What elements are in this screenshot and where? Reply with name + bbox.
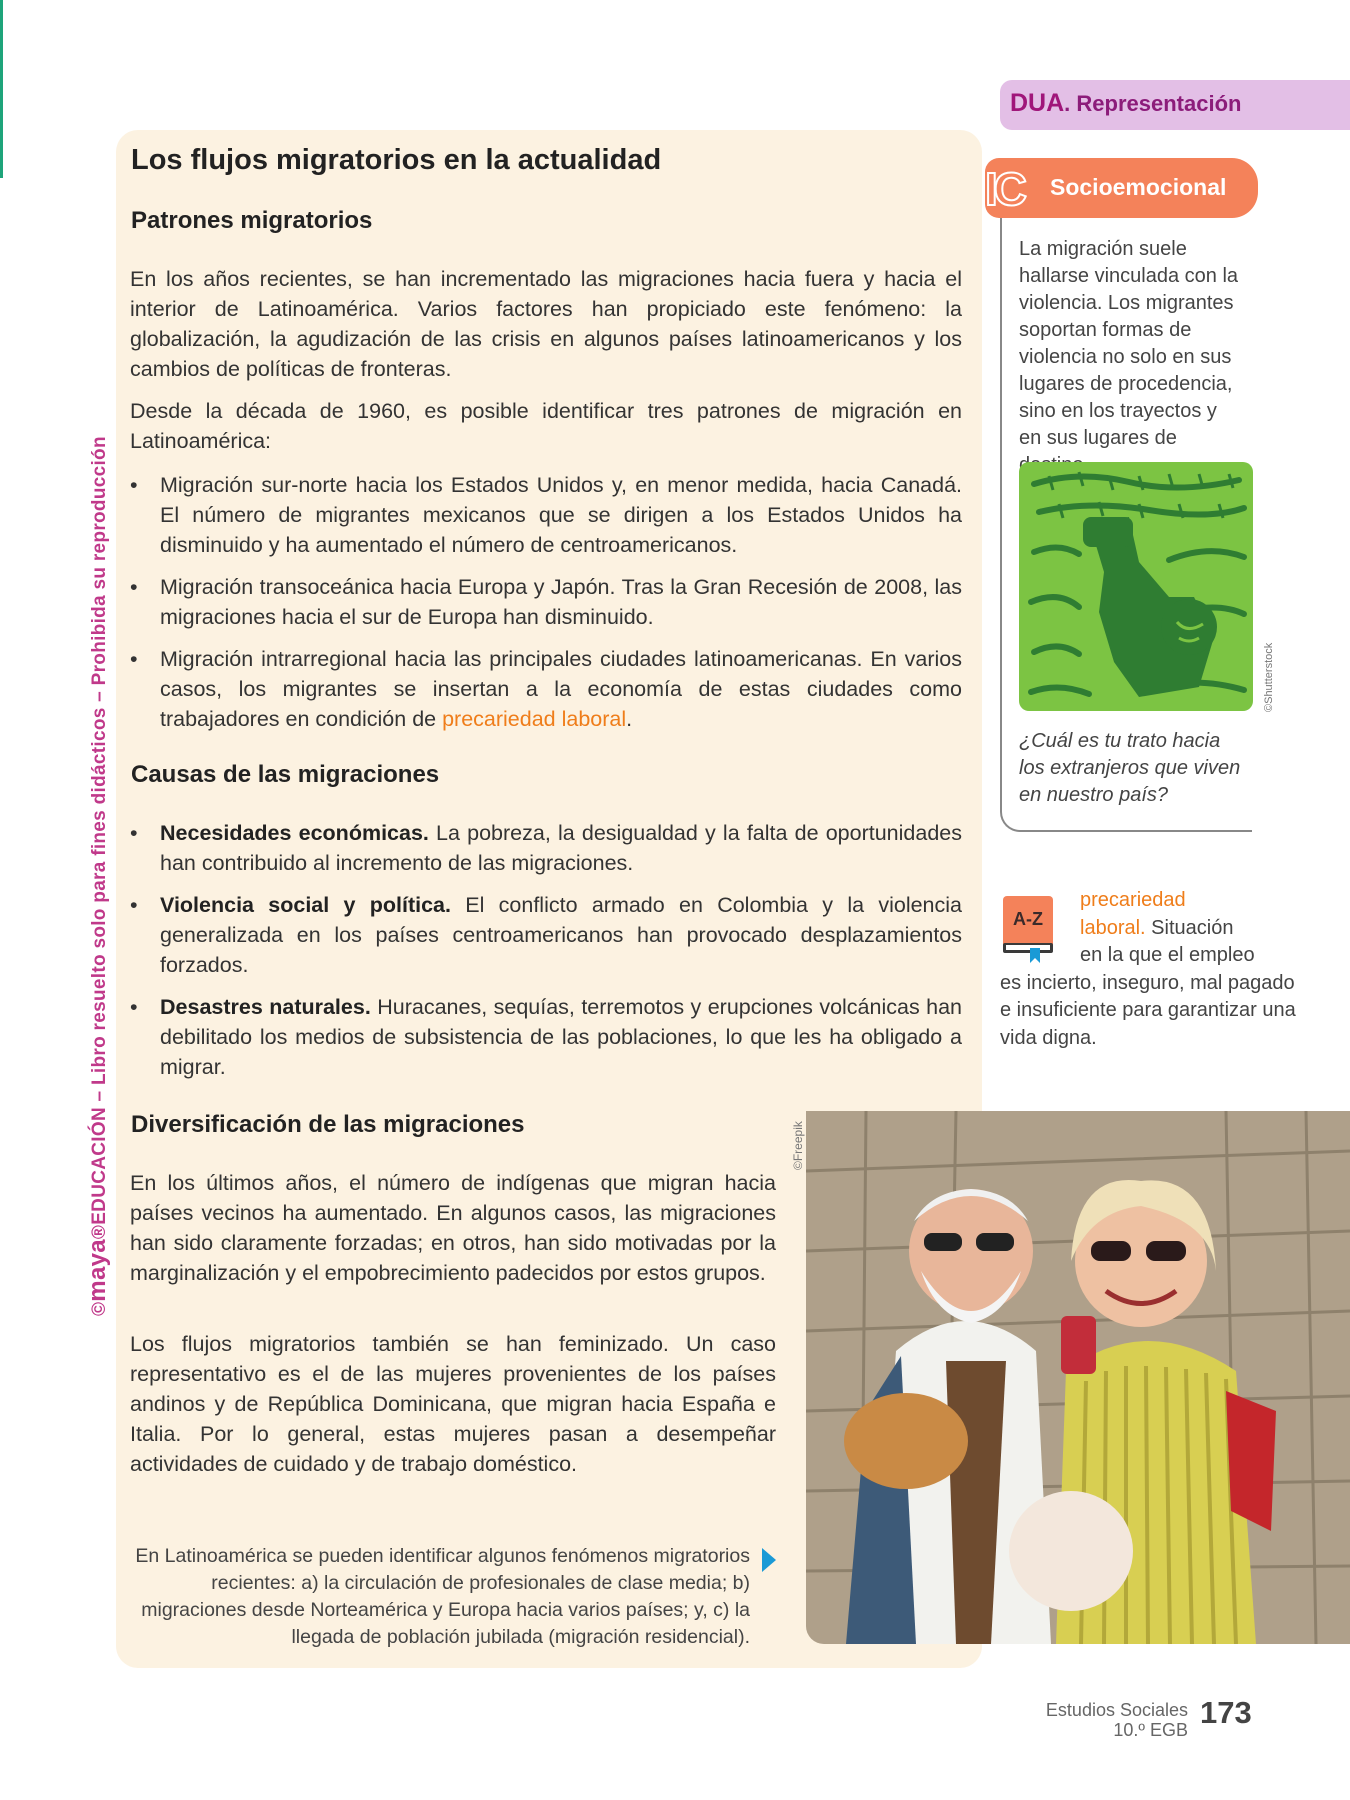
photo-credit: ©Freepik <box>791 1121 805 1170</box>
socioemocional-illustration <box>1019 462 1253 711</box>
dua-subtitle: . Representación <box>1064 91 1242 116</box>
list-item: • Desastres naturales. Huracanes, sequías, terremotos y erupciones volcánicas han debilitado los medios de subsistencia de las poblaciones, lo que les ha obligado a migrar. <box>130 992 962 1082</box>
patrones-list <box>130 470 962 734</box>
socioemocional-title: Socioemocional <box>1050 174 1227 200</box>
list-item: • Migración intrarregional hacia las principales ciudades latinoamericanas. En varios casos, los migrantes se insertan a la economía de estas ciudades como trabajadores en condición de precariedad laboral. <box>130 644 962 734</box>
page-edge-stripe <box>0 0 3 178</box>
socioemocional-text: La migración suele hallarse vinculada con la violencia. Los migrantes soportan formas de violencia no solo en sus lugares de procedencia, sino en los trayectos y en sus lugares de <box>1019 238 1239 449</box>
photo-elderly-couple <box>806 1111 1350 1644</box>
ic-badge-icon: IC <box>985 163 1023 215</box>
image-credit: ©Shutterstock <box>1263 642 1275 712</box>
list-item: • Necesidades económicas. La pobreza, la desigualdad y la falta de oportunidades han contribuido al incremento de las migraciones. <box>130 818 962 878</box>
list-item: • Violencia social y política. El conflicto armado en Colombia y la violencia generalizada en los países centroamericanos han provocado desplazamientos forzados. <box>130 890 962 980</box>
copyright-notice: ©maya®EDUCACIÓN – Libro resuelto solo para fines didácticos – Prohibida su reproducción <box>84 436 111 1316</box>
paragraph-diversificacion-1: En los últimos años, el número de indígenas que migran hacia países vecinos ha aumentado. En algunos casos, las migraciones han sido claramente forzadas; en otros, han sido motivadas por la marginalización y el empobrecimiento padecidos por estos grupos. <box>130 1171 776 1285</box>
photo-caption: En Latinoamérica se pueden identificar algunos fenómenos migratorios recientes: a) la circulación de profesionales de clase media; b) migraciones desde Norteamérica y Europa hacia varios países; y, c) la llegada de población jubilada (migración residencial). <box>135 1545 750 1648</box>
page-title: Los flujos migratorios en la actualidad <box>131 144 662 176</box>
heading-causas: Causas de las migraciones <box>131 761 440 788</box>
list-item: • Migración transoceánica hacia Europa y Japón. Tras la Gran Recesión de 2008, las migraciones hacia el sur de Europa han disminuido. <box>130 572 962 632</box>
footer-grade: 10.º EGB <box>1113 1720 1188 1740</box>
heading-diversificacion: Diversificación de las migraciones <box>131 1111 525 1138</box>
paragraph-patrones-2: Desde la década de 1960, es posible identificar tres patrones de migración en Latinoamérica: <box>130 399 962 453</box>
dua-banner <box>1000 80 1350 130</box>
page-number: 173 <box>1200 1695 1252 1730</box>
heading-patrones: Patrones migratorios <box>131 207 373 234</box>
couple-illustration <box>806 1111 1350 1644</box>
glossary-entry: precariedad laboral. Situación en la que el empleo es incierto, inseguro, mal pagado e insuficiente para garantizar una vida digna. <box>1000 889 1296 1049</box>
causas-list <box>130 818 962 1082</box>
list-item: • Migración sur-norte hacia los Estados Unidos y, en menor medida, hacia Canadá. El número de migrantes mexicanos que se dirigen a los Estados Unidos ha disminuido y ha aumentado el número de centroamericanos. <box>130 470 962 560</box>
socioemocional-header <box>985 158 1258 218</box>
dua-title: DUA <box>1010 89 1065 117</box>
socioemocional-question: ¿Cuál es tu trato hacia los extranjeros que viven en nuestro país? <box>1019 730 1241 806</box>
glossary-term: precariedad <box>1080 889 1186 911</box>
footer-subject: Estudios Sociales 10.º EGB <box>1045 1700 1188 1740</box>
caption-arrow-icon <box>762 1548 776 1572</box>
az-label: A-Z <box>1013 909 1043 929</box>
brand-logo-text: maya <box>84 1239 111 1302</box>
paragraph-diversificacion-2: Los flujos migratorios también se han feminizado. Un caso representativo es el de las mujeres provenientes de los países andinos y de República Dominicana, que migran hacia España e Italia. Por lo general, estas mujeres pasan a desempeñar actividades de cuidado y de trabajo doméstico. <box>130 1332 776 1476</box>
paragraph-patrones-1: En los años recientes, se han incrementado las migraciones hacia fuera y hacia el interior de Latinoamérica. Varios factores han propiciado este fenómeno: la globalización, la agudización de las crisis en algunos países latinoamericanos y los cambios de políticas de fronteras. <box>130 267 962 381</box>
broken-chains-fist-illustration <box>1019 462 1253 711</box>
glossary-link-precariedad[interactable]: precariedad laboral <box>442 707 627 731</box>
